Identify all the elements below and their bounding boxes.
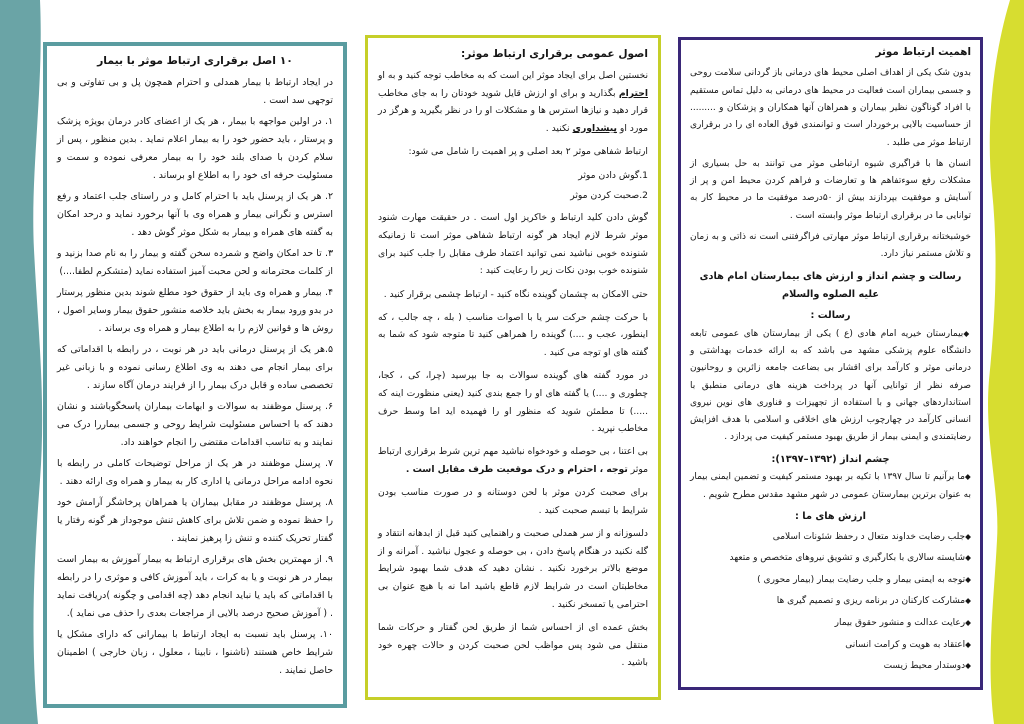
dimensions-list — [378, 166, 648, 206]
respect-emphasis: احترام — [618, 87, 648, 99]
value-text: شایسته سالاری با بکارگیری و تشویق نیروهای متخصص و متعهد — [729, 553, 966, 564]
left-panel-title: ۱۰ اصل برقراری ارتباط موثر با بیمار — [97, 54, 293, 67]
listening-intro: گوش دادن کلید ارتباط و خاکریز اول است . در حقیقت مهارت شنود موثر شرط لازم ایجاد هر گونه ارتباط شفاهی موثر است تا زمانیکه شنونده خوبی نباشید نمی توانید اعتماد طرف مقابل را جلب کنید برای شنونده خوب بودن نکات زیر را رعایت کنید : — [378, 212, 648, 277]
diamond-bullet-icon — [963, 329, 971, 339]
first-principle-text: نکنید . — [545, 122, 573, 134]
vision-paragraph — [690, 469, 971, 504]
importance-paragraph: انسان ها با فراگیری شیوه ارتباطی موثر می توانند به حل بسیاری از مشکلات رفع سوءتفاهم ها و تعارضات و فراهم کردن محیط امن و پر از آسایش و موفقیت بپردازند بیش از ۵۰درصد موفقیت ما در محیط کار به توانایی ما در برقراری ارتباط موثر وابسته است . — [690, 158, 971, 221]
diamond-bullet-icon — [965, 618, 971, 628]
importance-paragraph: بدون شک یکی از اهداف اصلی محیط های درمانی باز گردانی سلامت روحی و جسمی بیماران است فعالیت در محیط های درمانی به دلیل تماس مستقیم با افراد گوناگون نظیر بیماران و همراهان آنها همکاران و پزشکان و ......... از حساسیت بالایی برخوردار است و توانمندی فوق العاده ای را در برقراری ارتباط موثر می طلبد . — [690, 68, 971, 148]
middle-panel-content — [378, 44, 648, 677]
mission-paragraph — [690, 326, 971, 447]
dimension-item: 1.گوش دادن موثر — [578, 170, 648, 182]
diamond-bullet-icon — [965, 596, 971, 606]
value-text: اعتقاد به هویت و کرامت انسانی — [845, 639, 966, 650]
diamond-bullet-icon — [965, 532, 971, 542]
first-principle-paragraph — [378, 67, 648, 138]
attitude-text: بی اعتنا ، بی حوصله و خودخواه نباشید مهم ترین شرط برقراری ارتباط موثر — [378, 446, 648, 476]
value-item — [690, 635, 971, 657]
left-panel-intro: در ایجاد ارتباط با بیمار همدلی و احترام همچون پل و بی تفاوتی و بی توجهی سد است . — [57, 77, 333, 107]
value-item — [690, 613, 971, 635]
speaking-tip: برای صحبت کردن موثر با لحن دوستانه و در صورت مناسب بودن شرایط با تبسم صحبت کنید . — [378, 487, 648, 516]
principle-item: ۴. بیمار و همراه وی باید از حقوق خود مطلع شوند بدین منظور پرستار در بدو ورود بیمار به بخش باید خلاصه منشور حقوق بیمار وسایر اصول ، روش ها و قوانین لازم را به اطلاع بیمار و همراه وی برساند . — [57, 287, 333, 335]
value-text: جلب رضایت خداوند متعال د رحفظ شئونات اسلامی — [772, 531, 966, 542]
diamond-bullet-icon — [965, 661, 971, 671]
diamond-bullet-icon — [965, 640, 971, 650]
value-item — [690, 548, 971, 570]
value-item — [690, 591, 971, 613]
left-panel — [43, 42, 347, 708]
principle-item: ۱۰. پرسنل باید نسبت به ایجاد ارتباط با بیمارانی که دارای مشکل یا شرایط خاص هستند (ناشنوا ، نابینا ، معلول ، زبان خارجی ) اطمینان حاصل نمایند . — [57, 628, 333, 677]
vision-text: ما برآنیم تا سال ۱۳۹۷ با تکیه بر بهبود مستمر کیفیت و تضمین ایمنی بیمار به عنوان برترین بیمارستان عمومی در شهر مشهد مقدس مطرح شویم . — [690, 472, 971, 500]
mission-heading: رسالت : — [810, 310, 851, 322]
vision-heading: چشم انداز (۱۳۹۲–۱۳۹۷): — [771, 453, 890, 465]
first-principle-text: نخستین اصل برای ایجاد موثر این است که به مخاطب توجه کنید و به او — [378, 69, 648, 81]
speaking-tip: دلسوزانه و از سر همدلی صحبت و راهنمایی کنید قبل از ابدهانه انتقاد و گله نکنید در هنگام پاسخ دادن ، بی حوصله و عجول نباشید . آمرانه و از موضع بالاتر برخورد نکنید . نشان دهید که هدف شما بهبود شرایط مخاطبتان است در شرایط لازم قاطع باشید اما نه با هیچ عنوان بی احترامی یا تمسخر نکنید . — [378, 528, 648, 610]
value-text: رعایت عدالت و منشور حقوق بیمار — [834, 618, 966, 629]
right-panel — [678, 37, 983, 690]
principle-item: ۵.هر یک از پرسنل درمانی باید در هر نوبت ، در رابطه با اقداماتی که برای بیمار انجام می دهند به وی اطلاع رسانی نموده و با زبانی غیر تخصصی ساده و قابل درک بیمار را از فرایند درمان آگاه سازند . — [57, 344, 333, 392]
diamond-bullet-icon — [965, 553, 971, 563]
middle-panel-title: اصول عمومی برقراری ارتباط موثر: — [461, 48, 648, 60]
listening-tip: با حرکت چشم حرکت سر یا با اصوات مناسب ( بله ، چه جالب ، که اینطور، عجب و ....) گوینده را همراهی کنید تا متوجه شود که شما به گفته های او توجه می کنید . — [378, 311, 648, 359]
listening-tip: حتی الامکان به چشمان گوینده نگاه کنید - ارتباط چشمی برقرار کنید . — [383, 288, 648, 300]
principle-item: ۸. پرسنل موظفند در مقابل بیماران یا همراهان پرخاشگر آرامش خود را حفظ نموده و ضمن تلاش برای کاهش تنش موجوداز هر گونه رفتار یا گفتار تحریک کننده و تنش زا پرهیز نمایند . — [57, 496, 333, 545]
principle-item: ۳. تا حد امکان واضح و شمرده سخن گفته و بیمار را به نام صدا بزنید و از کلمات محترمانه و لحن محبت آمیز استفاده نماید (متشکرم لطفا....) — [57, 248, 333, 278]
left-wavy-strip — [0, 0, 42, 724]
middle-panel — [365, 35, 661, 700]
listening-tip: در مورد گفته های گوینده سوالات به جا بپرسید (چرا، کی ، کجا، چطوری و ....) یا گفته های او را جمع بندی کنید (یعنی منظورت اینه که .....) تا مطمئن شوید که منظور او را فهمیده اید اما وسط حرف مخاطب نپرید . — [378, 370, 648, 435]
dimensions-intro: ارتباط شفاهی موثر ۲ بعد اصلی و پر اهمیت را شامل می شود: — [408, 146, 648, 158]
value-text: مشارکت کارکنان در برنامه ریزی و تصمیم گیری ها — [776, 596, 966, 607]
principle-item: ۹. از مهمترین بخش های برقراری ارتباط به بیمار آموزش به بیمار است بیمار در هر نوبت و یا به کرات ، باید آموزش کافی و موثری را در رابطه با اقداماتی که باید یا نباید انجام دهد (چه اقدامی و چگونه )دریافت نماید . ( آموزش صحیح درصد بالایی از مراجعات بعدی را حذف می نماید ). — [57, 553, 333, 620]
hospital-heading: رسالت و چشم انداز و ارزش های بیمارستان امام هادی علیه الصلوه والسلام — [699, 270, 962, 301]
principle-item: ۲. هر یک از پرسنل باید با احترام کامل و در راستای جلب اعتماد و رفع استرس و نگرانی بیمار و همراه وی با آنها برخورد نماید و درحد امکان به گفته های همراه و بیمار به شکل موثر گوش دهد . — [57, 191, 333, 239]
value-item — [690, 570, 971, 592]
principle-item: ۶. پرسنل موظفند به سوالات و ابهامات بیماران پاسخگوباشند و نشان دهند که با احساس مسئولیت شرایط روحی و جسمی بیماررا درک می نمایند و به تناسب اقدامات مقتضی را انجام خواهند داد. — [57, 401, 333, 449]
left-panel-content — [57, 51, 333, 683]
mission-text: بیمارستان خیریه امام هادی (ع ) یکی از بیمارستان های عمومی تابعه دانشگاه علوم پزشکی مشهد می باشد که به ارائه خدمات بهداشتی و درمانی موثر و کارآمد برای اقشار بی بضاعت جامعه زائرین و روحانیون صرفه نظر از توانایی آنها در پرداخت هزینه های درمانی منطبق با استانداردهای جهانی و با استفاده از تجهیزات و فناوری های نوین نیروی انسانی کارآمد در چهارچوب ارزش های اخلاقی و اسلامی با هدف افزایش رضایتمندی و ایمنی بیمار از طریق بهبود مستمر کیفیت می پردازد . — [690, 328, 971, 443]
diamond-bullet-icon — [965, 472, 971, 482]
value-text: توجه به ایمنی بیمار و جلب رضایت بیمار (بیمار محوری ) — [757, 574, 966, 585]
attitude-paragraph — [378, 443, 648, 478]
right-wavy-strip — [988, 0, 1024, 724]
value-item — [690, 527, 971, 549]
right-panel-title: اهمیت ارتباط موثر — [875, 46, 971, 58]
values-heading: ارزش های ما : — [795, 511, 866, 523]
values-list — [690, 527, 971, 678]
first-principle-text: بگذارید و برای او ارزش قایل شوید خودتان را به جای مخاطب قرار دهید و نیازها استرس ها و مشکلات او را در نظر بگیرید و هرگز در مورد او — [378, 87, 648, 134]
principle-item: ۷. پرسنل موظفند در هر یک از مراحل توضیحات کاملی در رابطه با نحوه ادامه مراحل درمانی یا اداری کار به بیمار و همراه وی ارائه دهند . — [57, 458, 333, 488]
value-text: دوستدار محیط زیست — [883, 661, 966, 672]
importance-paragraph: خوشبختانه برقراری ارتباط موثر مهارتی فراگرفتنی است نه ذاتی و به زمان و تلاش مستمر نیاز دارد. — [690, 231, 971, 260]
principle-item: ۱. در اولین مواجهه با بیمار ، هر یک از اعضای کادر درمان بویژه پزشک و پرستار ، باید حضور خود را به بیمار اعلام نماید . بدین منظور ، پس از سلام کردن با صدای بلند خود را به بیمار معرفی نموده و سمت و مسئولیت حرفه ای خود را به اطلاع او برساند . — [57, 116, 333, 182]
diamond-bullet-icon — [965, 575, 971, 585]
prejudgment-emphasis: پیشداوری — [572, 122, 617, 134]
right-panel-content — [690, 43, 971, 678]
value-item — [690, 656, 971, 678]
dimension-item: 2.صحبت کردن موثر — [570, 190, 648, 202]
speaking-tip: بخش عمده ای از احساس شما از طریق لحن گفتار و حرکات شما منتقل می شود پس مواظب لحن صحبت کردن و حالات چهره خود باشید . — [378, 621, 648, 669]
attitude-emphasis: توجه ، احترام و درک موقعیت طرف مقابل است . — [405, 464, 628, 476]
